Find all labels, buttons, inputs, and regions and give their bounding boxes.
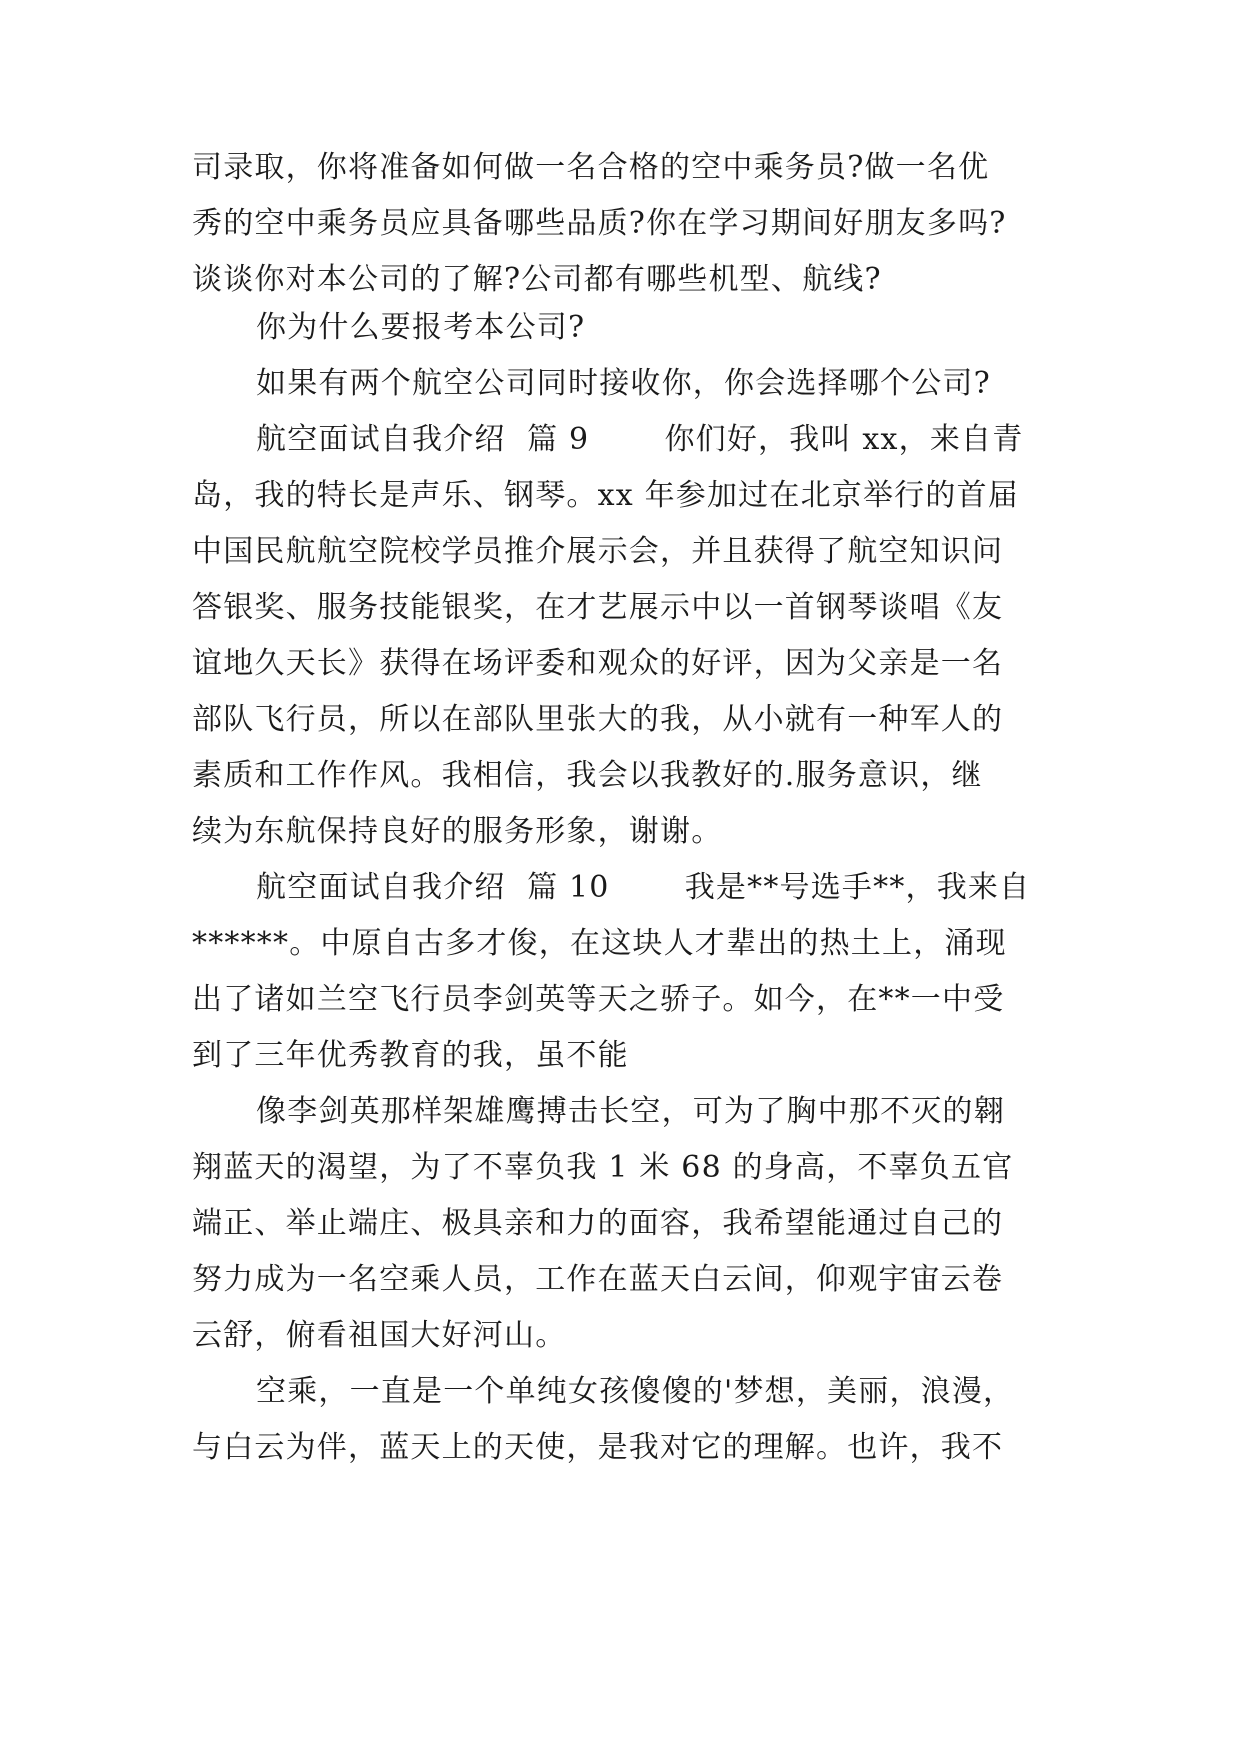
text-line: 答银奖、服务技能银奖，在才艺展示中以一首钢琴谈唱《友 (192, 590, 1004, 625)
section-heading-line: 航空面试自我介绍 篇 10 我是**号选手**，我来自 (256, 870, 1031, 905)
text-line: 中国民航航空院校学员推介展示会，并且获得了航空知识问 (192, 534, 1004, 569)
section-heading-line: 航空面试自我介绍 篇 9 你们好，我叫 xx，来自青 (256, 422, 1024, 457)
text-line: 素质和工作作风。我相信，我会以我教好的.服务意识，继 (192, 758, 983, 793)
text-line: 与白云为伴，蓝天上的天使，是我对它的理解。也许，我不 (192, 1430, 1004, 1465)
text-line: 谈谈你对本公司的了解?公司都有哪些机型、航线? (192, 262, 882, 297)
text-line: 出了诸如兰空飞行员李剑英等天之骄子。如今，在**一中受 (192, 982, 1005, 1017)
text-line: 部队飞行员，所以在部队里张大的我，从小就有一种军人的 (192, 702, 1004, 737)
text-line: ******。中原自古多才俊，在这块人才辈出的热土上，涌现 (192, 926, 1007, 961)
text-line: 翔蓝天的渴望，为了不辜负我 1 米 68 的身高，不辜负五官 (192, 1150, 1014, 1185)
text-line: 续为东航保持良好的服务形象，谢谢。 (192, 814, 723, 849)
text-line: 端正、举止端庄、极具亲和力的面容，我希望能通过自己的 (192, 1206, 1004, 1241)
text-line: 司录取，你将准备如何做一名合格的空中乘务员?做一名优 (192, 150, 990, 185)
text-line: 岛，我的特长是声乐、钢琴。xx 年参加过在北京举行的首届 (192, 478, 1019, 513)
text-line: 如果有两个航空公司同时接收你，你会选择哪个公司? (256, 366, 991, 401)
text-line: 你为什么要报考本公司? (256, 310, 586, 345)
text-line: 空乘，一直是一个单纯女孩傻傻的'梦想，美丽，浪漫， (256, 1374, 1015, 1409)
text-line: 到了三年优秀教育的我，虽不能 (192, 1038, 629, 1073)
text-line: 像李剑英那样架雄鹰搏击长空，可为了胸中那不灭的翱 (256, 1094, 1005, 1129)
text-line: 云舒，俯看祖国大好河山。 (192, 1318, 567, 1353)
text-line: 谊地久天长》获得在场评委和观众的好评，因为父亲是一名 (192, 646, 1004, 681)
text-line: 秀的空中乘务员应具备哪些品质?你在学习期间好朋友多吗? (192, 206, 1007, 241)
text-line: 努力成为一名空乘人员，工作在蓝天白云间，仰观宇宙云卷 (192, 1262, 1004, 1297)
